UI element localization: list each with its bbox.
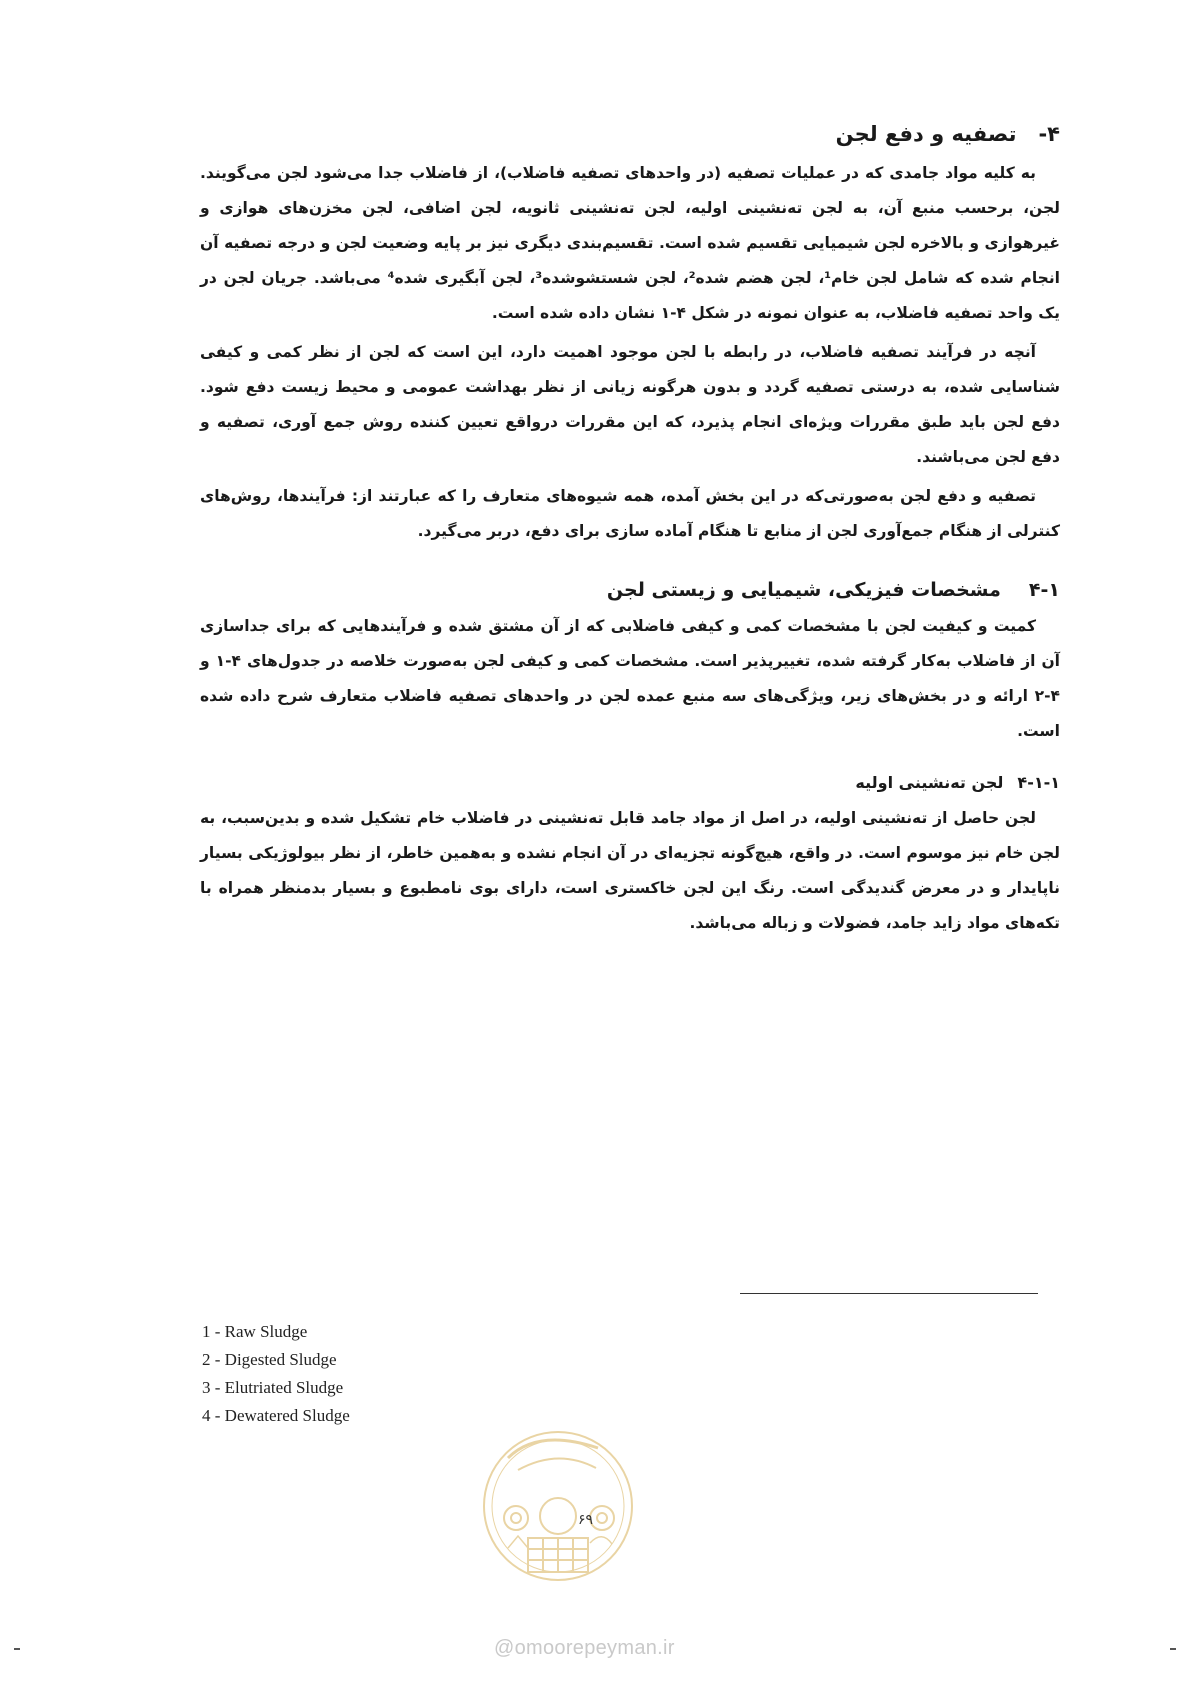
margin-mark [1170,1648,1176,1650]
subsection-title: مشخصات فیزیکی، شیمیایی و زیستی لجن [606,579,1001,601]
section-heading [200,118,1060,150]
footnote-item: 3 - Elutriated Sludge [202,1378,344,1397]
subsubsection-number: ۴-۱-۱ [1017,773,1060,792]
footnote-item: 2 - Digested Sludge [202,1350,337,1369]
paragraph-1: به کلیه مواد جامدی که در عملیات تصفیه (در واحدهای تصفیه فاضلاب)، از فاضلاب جدا می‌شود لجن می‌گویند. لجن، برحسب منبع آن، به لجن ته‌نشینی اولیه، لجن ته‌نشینی ثانویه، لجن اضافی، لجن مخزن‌های هوازی و غیرهوازی و بالاخره لجن شیمیایی تقسیم شده است. تقسیم‌بندی دیگری نیز بر پایه وضعیت لجن و درجه تصفیه آن انجام شده که شامل لجن خام¹، لجن هضم شده²، لجن شستشوشده³، لجن آبگیری شده⁴ می‌باشد. جریان لجن در یک واحد تصفیه فاضلاب، به عنوان نمونه در شکل ۴-۱ نشان داده شده است. [200,164,1060,322]
site-url: @omoorepeyman.ir [494,1637,675,1659]
paragraph-3: تصفیه و دفع لجن به‌صورتی‌که در این بخش آمده، همه شیوه‌های متعارف را که عبارتند از: فرآیندها، روش‌های کنترلی از هنگام جمع‌آوری لجن از منابع تا هنگام آماده سازی برای دفع، دربر می‌گیرد. [200,487,1060,540]
margin-mark [14,1648,20,1650]
footnote-item: 1 - Raw Sludge [202,1322,308,1341]
subsection-number: ۴-۱ [1028,579,1060,601]
footnote-item: 4 - Dewatered Sludge [202,1406,350,1425]
paragraph-2: آنچه در فرآیند تصفیه فاضلاب، در رابطه با لجن موجود اهمیت دارد، این است که لجن از نظر کمی و کیفی شناسایی شده، به درستی تصفیه گردد و بدون هرگونه زیانی از نظر بهداشت عمومی و محیط زیست دفع شود. دفع لجن باید طبق مقررات ویژه‌ای انجام پذیرد، که این مقررات درواقع تعیین کننده روش جمع آوری، تصفیه و دفع لجن می‌باشند. [200,343,1060,466]
page-number: ۶۹ [578,1512,594,1528]
section-number: ۴- [1038,122,1060,146]
subsubsection-title: لجن ته‌نشینی اولیه [855,773,1004,792]
subsection-heading [200,575,1060,605]
section-title: تصفیه و دفع لجن [835,122,1017,146]
footnote-divider [740,1293,1038,1294]
footnotes [202,1318,350,1430]
subsection-paragraph: کمیت و کیفیت لجن با مشخصات کمی و کیفی فاضلابی که از آن مشتق شده و فرآیندهایی که برای جداسازی آن از فاضلاب به‌کار گرفته شده، تغییرپذیر است. مشخصات کمی و کیفی لجن به‌صورت خلاصه در جدول‌های ۴-۱ و ۴-۲ ارائه و در بخش‌های زیر، ویژگی‌های سه منبع عمده لجن در واحدهای تصفیه فاضلاب متعارف شرح داده شده است. [200,617,1060,740]
main-content [200,118,1060,945]
subsubsection-heading [200,769,1060,797]
subsubsection-paragraph: لجن حاصل از ته‌نشینی اولیه، در اصل از مواد جامد قابل ته‌نشینی در فاضلاب خام تشکیل شده و بدین‌سبب، به لجن خام نیز موسوم است. در واقع، هیچ‌گونه تجزیه‌ای در آن انجام نشده و به‌همین خاطر، از نظر بیولوژیکی بسیار ناپایدار و در معرض گندیدگی است. رنگ این لجن خاکستری است، دارای بوی نامطبوع و بسیار بدمنظر همراه با تکه‌های مواد زاید جامد، فضولات و زباله می‌باشد. [200,809,1060,932]
watermark-seal-icon [478,1418,638,1608]
